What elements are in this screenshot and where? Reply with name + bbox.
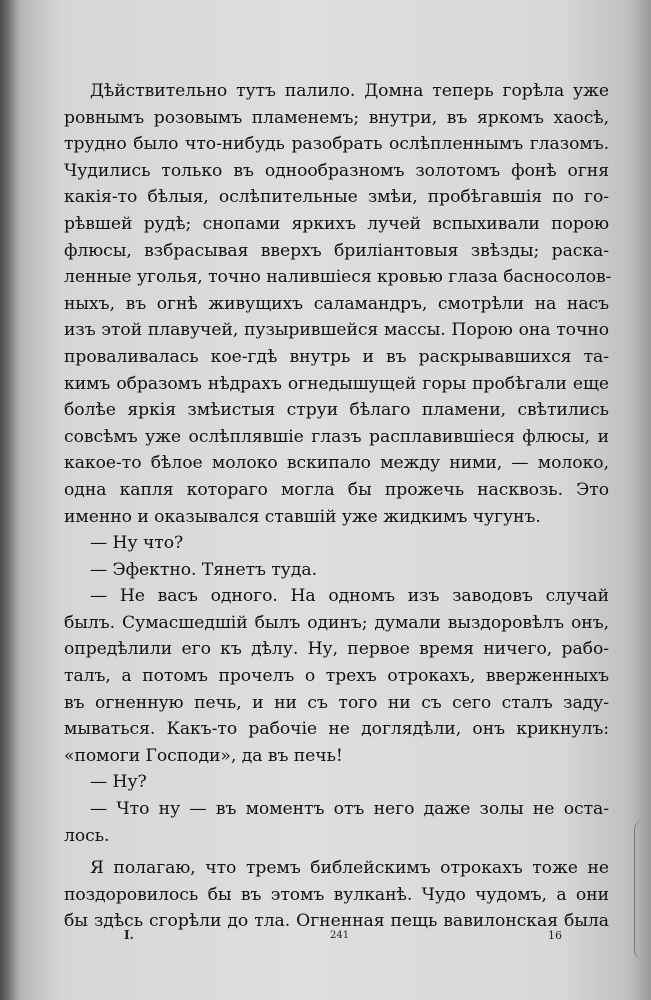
body-text: [64, 78, 612, 935]
text-line: Чудились только въ однообразномъ золотомъ фонѣ огня: [64, 160, 609, 181]
text-line: изъ этой плавучей, пузырившейся массы. Порою она точно: [64, 320, 609, 341]
text-line: былъ. Сумасшедшій былъ одинъ; думали выздоровѣлъ онъ,: [64, 612, 609, 633]
text-line: ленные уголья, точно налившіеся кровью глаза басносолов-: [64, 267, 612, 288]
text-line: трудно было что-нибудь разобрать ослѣпленнымъ глазомъ.: [64, 134, 609, 155]
text-line: именно и оказывался ставшій уже жидкимъ чугунъ.: [64, 506, 541, 527]
text-line: — Что ну — въ моментъ отъ него даже золы не оста-: [90, 799, 609, 820]
text-line: — Эфектно. Тянетъ туда.: [90, 559, 318, 580]
sheet-number: 16: [548, 929, 562, 942]
signature-mark: I.: [124, 928, 134, 942]
page-footer: [0, 926, 651, 946]
text-line: одна капля котораго могла бы прожечь насквозь. Это: [64, 479, 609, 500]
text-line: какія-то бѣлыя, ослѣпительные змѣи, пробѣгавшія по го-: [64, 187, 609, 208]
text-line: — Ну?: [90, 772, 147, 793]
text-line: совсѣмъ уже ослѣплявшіе глазъ расплавившіеся флюсы, и: [64, 426, 609, 447]
text-line: талъ, а потомъ прочелъ о трехъ отрокахъ, вверженныхъ: [64, 666, 609, 687]
text-line: опредѣлили его къ дѣлу. Ну, первое время ничего, рабо-: [64, 639, 609, 660]
page-edge-shadow: [0, 0, 18, 1000]
text-line: поздоровилось бы въ этомъ вулканѣ. Чудо чудомъ, а они: [64, 884, 609, 905]
text-line: ныхъ, въ огнѣ живущихъ саламандръ, смотрѣли на насъ: [64, 293, 609, 314]
text-line: лось.: [64, 825, 110, 846]
text-line: мываться. Какъ-то рабочіе не доглядѣли, онъ крикнулъ:: [64, 719, 609, 740]
text-line: — Не васъ одного. На одномъ изъ заводовъ случай: [90, 586, 609, 607]
text-line: «помоги Господи», да въ печь!: [64, 745, 343, 766]
text-line: кимъ образомъ нѣдрахъ огнедышущей горы пробѣгали еще: [64, 373, 609, 394]
text-line: Дѣйствительно тутъ палило. Домна теперь горѣла уже: [90, 81, 609, 101]
text-line: — Ну что?: [90, 533, 184, 554]
text-line: ровнымъ розовымъ пламенемъ; внутри, въ яркомъ хаосѣ,: [64, 107, 609, 128]
page-number: 241: [330, 930, 350, 941]
text-line: Я полагаю, что тремъ библейскимъ отрокахъ тоже не: [90, 858, 609, 879]
text-line: проваливалась кое-гдѣ внутрь и въ раскрывавшихся та-: [64, 346, 609, 367]
text-line: въ огненную печь, и ни съ того ни съ сего сталъ заду-: [64, 692, 609, 713]
text-line: рѣвшей рудѣ; снопами яркихъ лучей вспыхивали порою: [64, 213, 609, 234]
text-line: бы здѣсь сгорѣли до тла. Огненная пещь вавилонская была: [64, 911, 609, 932]
text-line: какое-то бѣлое молоко вскипало между ними, — молоко,: [64, 453, 609, 474]
text-line: флюсы, взбрасывая вверхъ бриліантовыя звѣзды; раска-: [64, 240, 609, 261]
text-line: болѣе яркія змѣистыя струи бѣлаго пламени, свѣтились: [64, 400, 609, 421]
